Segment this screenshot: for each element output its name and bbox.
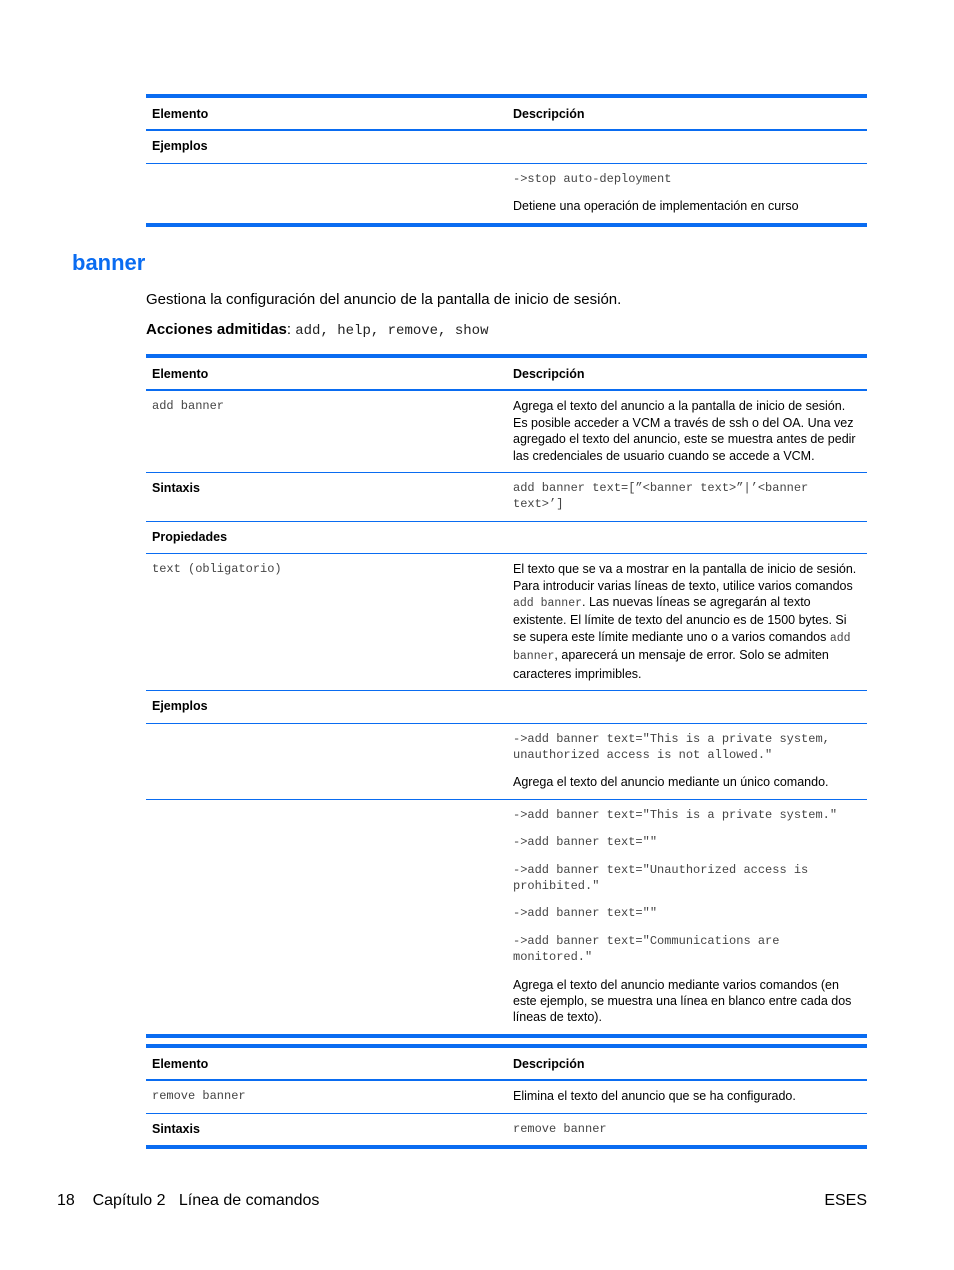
table-row bbox=[146, 130, 867, 163]
example-description: Agrega el texto del anuncio mediante varios comandos (en este ejemplo, se muestra una línea en blanco entre cada dos líneas de texto). bbox=[513, 977, 852, 1025]
actions-list: add, help, remove, show bbox=[295, 323, 489, 339]
row-label-propiedades: Propiedades bbox=[146, 521, 507, 553]
table-row bbox=[146, 1080, 867, 1113]
page-footer-locale: ESES bbox=[824, 1192, 867, 1209]
syntax-value: add banner text=[”<banner text>”|’<banner text>’] bbox=[507, 473, 867, 522]
property-text: text (obligatorio) bbox=[146, 554, 507, 691]
table-row bbox=[146, 473, 867, 522]
syntax-value: remove banner bbox=[507, 1113, 867, 1147]
table-row bbox=[146, 799, 867, 1036]
section-title: banner bbox=[72, 250, 146, 275]
command-description: Agrega el texto del anuncio a la pantalla de inicio de sesión. Es posible acceder a VCM a través de ssh o del OA. Una vez agregado el texto del anuncio, este se muestra antes de pedir las credenciales de usuario cuando se accede a VCM. bbox=[507, 390, 867, 472]
row-label-ejemplos: Ejemplos bbox=[146, 130, 507, 163]
row-label-sintaxis: Sintaxis bbox=[146, 473, 507, 522]
example-command: ->add banner text="" bbox=[513, 906, 658, 921]
example-command: ->add banner text="Communications are monitored." bbox=[513, 933, 780, 965]
table-row bbox=[146, 390, 867, 472]
example-command: ->add banner text="" bbox=[513, 835, 658, 850]
column-header-descripcion: Descripción bbox=[507, 356, 867, 390]
table-row bbox=[146, 163, 867, 224]
row-label-sintaxis: Sintaxis bbox=[146, 1113, 507, 1147]
command-remove-banner: remove banner bbox=[146, 1080, 507, 1113]
column-header-elemento: Elemento bbox=[146, 1046, 507, 1080]
column-header-descripcion: Descripción bbox=[507, 96, 867, 130]
example-command: ->add banner text="This is a private system, unauthorized access is not allowed." bbox=[513, 731, 830, 762]
chapter-title: Línea de comandos bbox=[178, 1192, 320, 1209]
example-command: ->add banner text="Unauthorized access is prohibited." bbox=[513, 862, 809, 893]
continuation-table bbox=[146, 94, 867, 227]
example-command: ->stop auto-deployment bbox=[513, 171, 672, 186]
page-number: 18 bbox=[57, 1192, 75, 1209]
table-row bbox=[146, 554, 867, 691]
section-intro: Gestiona la configuración del anuncio de la pantalla de inicio de sesión. bbox=[146, 291, 622, 308]
example-description: Agrega el texto del anuncio mediante un único comando. bbox=[513, 775, 829, 790]
column-header-descripcion: Descripción bbox=[507, 1046, 867, 1080]
example-description: Detiene una operación de implementación en curso bbox=[513, 199, 799, 214]
table-header bbox=[146, 1046, 867, 1080]
command-description: Elimina el texto del anuncio que se ha configurado. bbox=[507, 1080, 867, 1113]
table-row bbox=[146, 691, 867, 723]
command-add-banner: add banner bbox=[146, 390, 507, 472]
table-row bbox=[146, 723, 867, 799]
chapter-label: Capítulo 2 bbox=[92, 1192, 166, 1209]
table-row bbox=[146, 1113, 867, 1147]
table-header bbox=[146, 356, 867, 390]
add-banner-table bbox=[146, 354, 867, 1038]
table-header bbox=[146, 96, 867, 130]
column-header-elemento: Elemento bbox=[146, 96, 507, 130]
column-header-elemento: Elemento bbox=[146, 356, 507, 390]
remove-banner-table bbox=[146, 1044, 867, 1149]
actions-label: Acciones admitidas bbox=[146, 321, 287, 338]
table-row bbox=[146, 521, 867, 553]
page-footer-left bbox=[57, 1192, 319, 1210]
property-description: El texto que se va a mostrar en la pantalla de inicio de sesión. Para introducir varias líneas de texto, utilice varios comandos add banner. Las nuevas líneas se agregarán al texto existente. El límite de texto del anuncio es de 1500 bytes. Si se supera este límite mediante uno o a varios comandos add banner, aparecerá un mensaje de error. Solo se admiten caracteres imprimibles. bbox=[507, 554, 867, 691]
example-command: ->add banner text="This is a private system." bbox=[513, 807, 838, 822]
supported-actions: Acciones admitidas: add, help, remove, show bbox=[146, 321, 489, 339]
row-label-ejemplos: Ejemplos bbox=[146, 691, 507, 723]
